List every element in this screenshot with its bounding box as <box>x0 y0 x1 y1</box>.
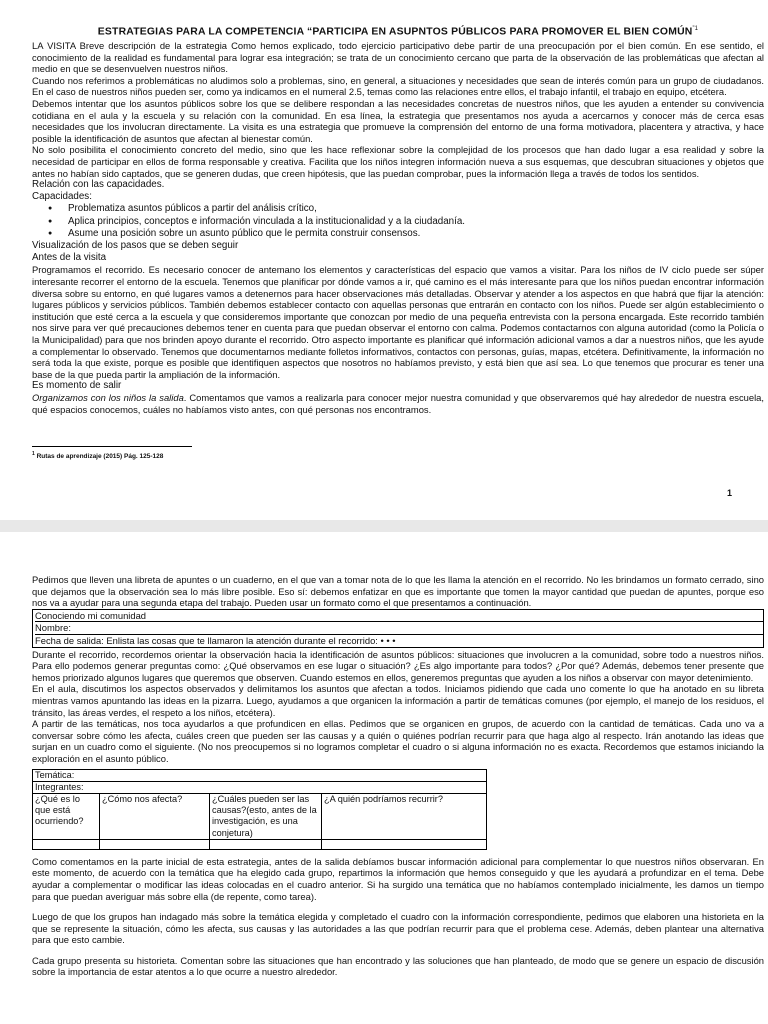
footnote-divider <box>32 446 192 447</box>
table-integrantes-row: Integrantes: <box>33 781 487 793</box>
paragraph-asuntos-publicos: Debemos intentar que los asuntos públicos sobre los que se delibere respondan a las necesidades concretas de nuestros niños, que les ayuden a entender su convivencia cotidiana en el aula y la escuela y su relación con la comunidad. En esa línea, la estrategia que presentamos nos ayuda a acercarnos y conocer más de cerca esas necesidades que los involucran directamente. La visita es una estrategia que promueve la comprensión del entorno de una forma motivadora, placentera y atractiva, y hace posible la identificación de asuntos que afectan al bienestar común. <box>32 98 764 144</box>
paragraph-la-visita: LA VISITA Breve descripción de la estrategia Como hemos explicado, todo ejercicio participativo debe partir de una preocupación por el bien común. En ese sentido, el conocimiento de la realidad es fundamental para lograr esa integración; se trata de un conocimiento cercano que parta de la observación de las problemáticas que afectan al medio en que se desenvuelven nuestros niños. <box>32 40 764 75</box>
page-2-content <box>32 574 764 978</box>
paragraph-informacion-adicional: Como comentamos en la parte inicial de esta estrategia, antes de la salida debíamos buscar información adicional para complementar lo que nuestros niños observaran. En este momento, de acuerdo con la temática que ha elegido cada grupo, repartimos la información que hemos conseguido y que les ayudará a profundizar en el tema. Debe ayudar a complementar o modificar las ideas colocadas en el cuadro anterior. Si ha surgido una temática que no habíamos contemplado inicialmente, les damos un tiempo para que puedan averiguar más sobre ella (de repente, como tarea). <box>32 855 764 902</box>
footnote-text: Rutas de aprendizaje (2015) Pág. 125-128 <box>34 452 164 460</box>
organizamos-salida-text: . Comentamos que vamos a realizarla para conocer mejor nuestra comunidad y que observaremos qué hay alrededor de nuestra escuela, qué espacios conocemos, cuáles no habíamos visto antes, con qué personas nos encontramos. <box>32 392 764 415</box>
group-work-table <box>32 769 487 850</box>
paragraph-conocimiento-medio: No solo posibilita el conocimiento concreto del medio, sino que les hace reflexionar sobre la complejidad de los procesos que han dado lugar a esa realidad y sobre la necesidad de participar en ellos de forma responsable y creativa. Facilita que los niños integren información nueva a sus esquemas, que descubran situaciones y objetos que antes no habían sido captados, que se generen dudas, que creen hipótesis, que las puedan comprobar, pues la información llega a través de todos los sentidos. <box>32 144 764 179</box>
page-1-content <box>32 24 764 462</box>
table-empty-row <box>33 839 487 849</box>
paragraph-historieta: Luego de que los grupos han indagado más sobre la temática elegida y completado el cuadro con la información correspondiente, pedimos que elaboren una historieta en la que se represente la situación, cómo les afecta, sus causas y las autoridades a las que podrían recurrir para que el problema cese. Además, deben plantear una alternativa para que esto cambie. <box>32 911 764 946</box>
title-footnote-mark: ”1 <box>692 26 699 32</box>
capacidades-list <box>32 203 764 240</box>
page-number: 1 <box>726 488 732 498</box>
paragraph-organizamos-salida <box>32 392 764 415</box>
table-header-row <box>33 793 487 839</box>
paragraph-libreta-apuntes: Pedimos que lleven una libreta de apuntes o un cuaderno, en el que van a tomar nota de lo que les llama la atención en el recorrido. No les brindamos un formato cerrado, sino que dejamos que la observación sea lo más libre posible. Eso sí: debemos enfatizar en que es importante que tomen la mayor cantidad que puedan de apuntes, porque eso nos va a ayudar para una segunda etapa del trabajo. Pueden usar un formato como el que presentamos a continuación. <box>32 574 764 609</box>
document-title-text: ESTRATEGIAS PARA LA COMPETENCIA “PARTICIPA EN ASUPNTOS PÚBLICOS PARA PROMOVER EL BIEN COMÚN <box>97 26 693 38</box>
table-header-cell: ¿Cómo nos afecta? <box>100 793 210 839</box>
footnote <box>32 449 764 463</box>
paragraph-presentacion: Cada grupo presenta su historieta. Comentan sobre las situaciones que han encontrado y las soluciones que han planteado, de modo que se genere un espacio de discusión sobre la importancia de estar atentos a lo que ocurre a nuestro alrededor. <box>32 954 764 978</box>
heading-visualizacion-pasos: Visualización de los pasos que se deben seguir <box>32 240 239 252</box>
footnote-mark: 1 <box>32 450 35 457</box>
paragraph-problematicas: Cuando nos referimos a problemáticas no aludimos solo a problemas, sino, en general, a situaciones y necesidades que sean de interés común para un grupo de ciudadanos. En el caso de nuestros niños pueden ser, como ya indicamos en el numeral 2.5, temas como las relaciones entre ellos, el trabajo infantil, el trabajo en equipo, etcétera. <box>32 74 764 98</box>
form-title: Conociendo mi comunidad <box>35 610 763 623</box>
table-tematica-row: Temática: <box>33 769 487 781</box>
paragraph-durante-recorrido: Durante el recorrido, recordemos orientar la observación hacia la identificación de asuntos públicos: situaciones que involucren a la comunidad, sobre todo a nuestros niños. Para ello podemos generar preguntas como: ¿Qué observamos en ese lugar o situación? ¿Es algo importante para todos? ¿Por qué? Además, debemos tener presente que hemos priorizado algunos lugares que queremos que observen. Cuando estemos en ellos, generemos preguntas que ayuden a los niños a observar con mayor detenimiento. <box>32 648 764 683</box>
paragraph-programamos-recorrido: Programamos el recorrido. Es necesario conocer de antemano los elementos y características del espacio que vamos a visitar. Para los niños de IV ciclo puede ser súper interesante recorrer el entorno de la escuela. Tenemos que planificar por dónde vamos a ir, qué camino es el más interesante para que los niños puedan encontrar información diversa sobre su entorno, en qué lugares vamos a detenernos para hacer observaciones más detalladas. Observar y atender a los aspectos en que habrá que fijar la atención: lugares públicos y servicios públicos. También debemos establecer contacto con aquellas personas que entrarán en contacto con los niños. Puede ser algún establecimiento o institución que esté cerca a la escuela y que consideremos importante que conozcan por medio de una pequeña entrevista con la persona encargada. Este recorrido también nos sirve para ver qué precauciones debemos tener en cuenta para que puedan observar el entorno con calma. Podemos contactarnos con alguna autoridad (como la Policía o la Municipalidad) para que nos brinden apoyo durante el recorrido. Otro aspecto importante es planificar qué información adicional vamos a dar a nuestros niños, que les ayude a complementar lo observado. Tenemos que documentarnos mediante folletos informativos, contactos con personas, guías, mapas, etcétera. Definitivamente, la información no será toda la que existe, porque es posible que identifiquen aspectos que nosotros no habíamos previsto, y está bien que así sea. Lo que tenemos que procurar es tener una base de la que pueda partir la ampliación de la información. <box>32 264 764 380</box>
paragraph-tematicas: A partir de las temáticas, nos toca ayudarlos a que profundicen en ellas. Pedimos que se organicen en grupos, de acuerdo con la cantidad de temáticas. Cada uno va a conversar sobre cómo les afecta, cuáles creen que pueden ser las causas y a quién o quiénes podrían recurrir para que haga algo al respecto. Irán anotando las ideas que surjan en un cuadro como el siguiente. (No nos preocupemos si no logramos completar el cuadro o si alguna información no es exacta. Recordemos que estamos iniciando la exploración en el asunto público. <box>32 718 764 764</box>
heading-momento-salir: Es momento de salir <box>32 380 122 392</box>
document-page-2 <box>0 532 768 1024</box>
heading-relacion-capacidades: Relación con las capacidades. <box>32 179 165 191</box>
capacidad-item: ● Asume una posición sobre un asunto público que le permita construir consensos. <box>68 228 764 240</box>
form-date-field: Fecha de salida: Enlista las cosas que te llamaron la atención durante el recorrido: • • • <box>35 634 396 646</box>
paragraph-en-el-aula: En el aula, discutimos los aspectos observados y delimitamos los asuntos que afectan a todos. Iniciamos pidiendo que cada uno comente lo que ha anotado en su libreta mientras vamos apuntando las ideas en la pizarra. Luego, ayudamos a que organicen la información a partir de temáticas comunes (por ejemplo, el manejo de los residuos, el tránsito, las áreas verdes, el respeto a los niños, etcétera). <box>32 683 764 718</box>
observation-form-box <box>32 609 764 648</box>
capacidad-item: ● Aplica principios, conceptos e información vinculada a la institucionalidad y a la ciudadanía. <box>68 216 764 228</box>
heading-capacidades: Capacidades: <box>32 191 92 203</box>
organizamos-salida-emphasis: Organizamos con los niños la salida <box>32 392 184 404</box>
document-title <box>32 24 764 38</box>
capacidad-item: ● Problematiza asuntos públicos a partir del análisis crítico, <box>68 203 764 215</box>
form-name-field: Nombre: <box>35 622 763 635</box>
table-header-cell: ¿A quién podríamos recurrir? <box>322 793 487 839</box>
table-header-cell: ¿Qué es lo que está ocurriendo? <box>33 793 100 839</box>
heading-antes-visita: Antes de la visita <box>32 252 107 264</box>
table-header-cell: ¿Cuáles pueden ser las causas?(esto, antes de la investigación, es una conjetura) <box>210 793 322 839</box>
